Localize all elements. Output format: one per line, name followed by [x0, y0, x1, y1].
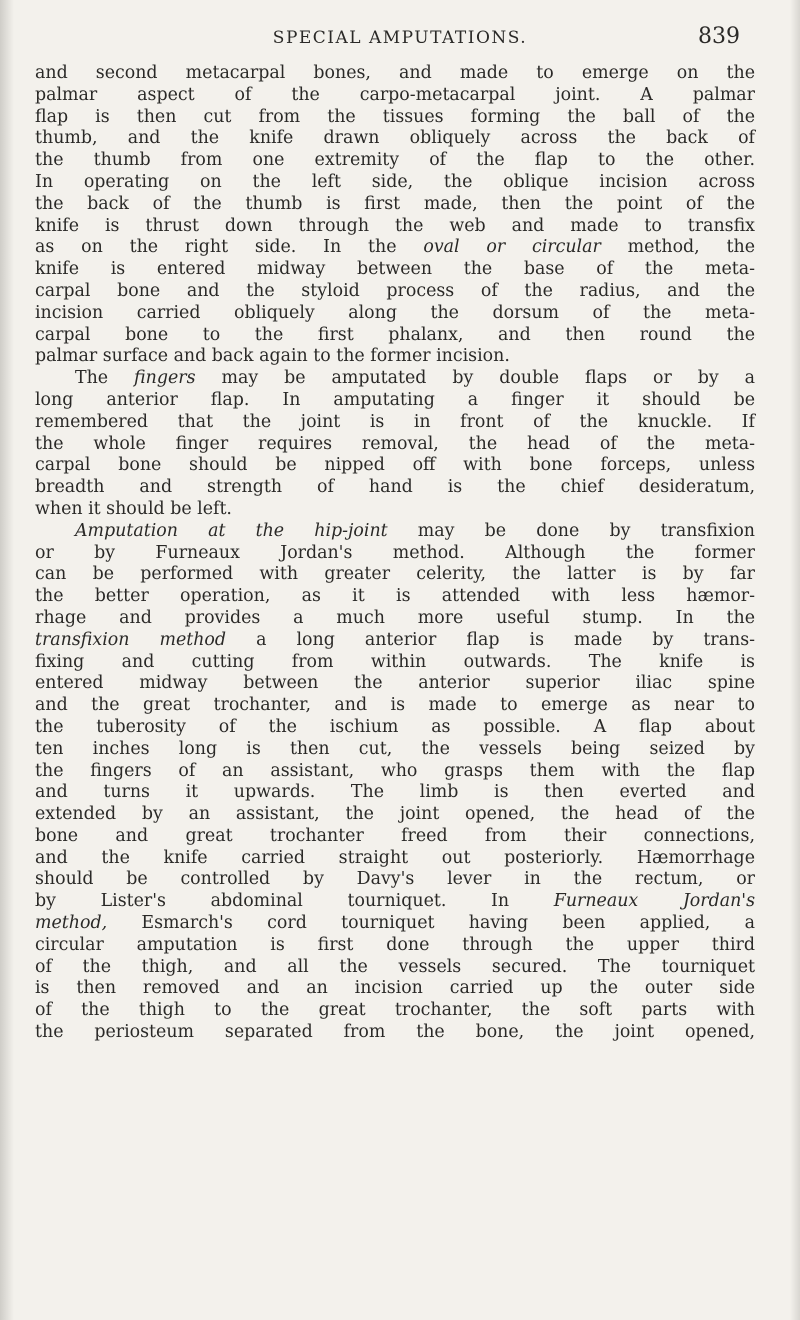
- paragraph-start: Amputation at the hip-joint may be done by transfixion: [75, 520, 755, 541]
- text-line: carpal bone and the styloid process of the radius, and the: [35, 280, 755, 301]
- text-line: the tuberosity of the ischium as possible. A flap about: [35, 716, 755, 737]
- page-number: 839: [698, 24, 740, 49]
- text-line: ten inches long is then cut, the vessels being seized by: [35, 738, 755, 759]
- italic-term: transfixion method: [35, 629, 227, 650]
- text-line: and turns it upwards. The limb is then everted and: [35, 782, 755, 803]
- text-line: rhage and provides a much more useful stump. In the: [35, 607, 755, 628]
- binding-shadow: [0, 0, 14, 1320]
- text-line: can be performed with greater celerity, the latter is by far: [35, 564, 755, 585]
- text-line: transfixion method a long anterior flap is made by trans-: [35, 629, 755, 650]
- text-line: knife is thrust down through the web and made to transfix: [35, 215, 755, 236]
- page-edge: [790, 0, 800, 1320]
- text-line: remembered that the joint is in front of the knuckle. If: [35, 411, 755, 432]
- text-line: method, Esmarch's cord tourniquet having been applied, a: [35, 913, 755, 934]
- text-line: extended by an assistant, the joint opened, the head of the: [35, 804, 755, 825]
- text-line: breadth and strength of hand is the chief desideratum,: [35, 477, 755, 498]
- text-line: or by Furneaux Jordan's method. Although the former: [35, 542, 755, 563]
- text-line: as on the right side. In the oval or circular method, the: [35, 237, 755, 258]
- text-line: incision carried obliquely along the dorsum of the meta-: [35, 302, 755, 323]
- text-line: palmar aspect of the carpo-metacarpal joint. A palmar: [35, 84, 755, 105]
- running-title: SPECIAL AMPUTATIONS.: [272, 28, 528, 48]
- text-line: of the thigh, and all the vessels secured. The tourniquet: [35, 956, 755, 977]
- running-header: [40, 22, 760, 52]
- text-line: the fingers of an assistant, who grasps them with the flap: [35, 760, 755, 781]
- text-line: the back of the thumb is first made, then the point of the: [35, 193, 755, 214]
- text-line: by Lister's abdominal tourniquet. In Furneaux Jordan's: [35, 891, 756, 912]
- text-line: bone and great trochanter freed from their connections,: [35, 825, 755, 846]
- text-line: circular amputation is first done through the upper third: [35, 934, 755, 955]
- text-line: fixing and cutting from within outwards. The knife is: [35, 651, 755, 672]
- italic-term: fingers: [134, 368, 196, 389]
- text-line: thumb, and the knife drawn obliquely across the back of: [35, 128, 755, 149]
- text-line: and second metacarpal bones, and made to emerge on the: [35, 63, 755, 83]
- text-line: of the thigh to the great trochanter, the soft parts with: [35, 1000, 755, 1021]
- text-line: entered midway between the anterior superior iliac spine: [35, 673, 755, 694]
- text-line: knife is entered midway between the base of the meta-: [35, 259, 755, 280]
- text-line: long anterior flap. In amputating a finger it should be: [35, 389, 755, 410]
- text-line: is then removed and an incision carried up the outer side: [35, 978, 755, 999]
- paragraph-start: The fingers may be amputated by double flaps or by a: [75, 368, 755, 389]
- italic-term: method,: [35, 913, 108, 934]
- body-text: [35, 63, 755, 1044]
- italic-term: Furneaux Jordan's: [553, 891, 756, 912]
- text-line: flap is then cut from the tissues forming the ball of the: [35, 106, 755, 127]
- text-line: when it should be left.: [35, 498, 232, 519]
- text-line: and the great trochanter, and is made to emerge as near to: [35, 695, 755, 716]
- text-line: and the knife carried straight out posteriorly. Hæmorrhage: [35, 847, 755, 868]
- text-line: should be controlled by Davy's lever in the rectum, or: [35, 869, 755, 890]
- italic-term: Amputation at the hip-joint: [75, 520, 388, 541]
- text-line: carpal bone should be nipped off with bone forceps, unless: [35, 455, 755, 476]
- text-line: carpal bone to the first phalanx, and then round the: [35, 324, 755, 345]
- text-line: the periosteum separated from the bone, the joint opened,: [35, 1022, 755, 1043]
- text-line: the whole finger requires removal, the head of the meta-: [35, 433, 755, 454]
- text-line: the better operation, as it is attended with less hæmor-: [35, 586, 755, 607]
- text-line: palmar surface and back again to the former incision.: [35, 346, 510, 367]
- italic-term: oval or circular: [423, 237, 601, 258]
- text-line: In operating on the left side, the oblique incision across: [35, 171, 755, 192]
- text-line: the thumb from one extremity of the flap to the other.: [35, 150, 755, 171]
